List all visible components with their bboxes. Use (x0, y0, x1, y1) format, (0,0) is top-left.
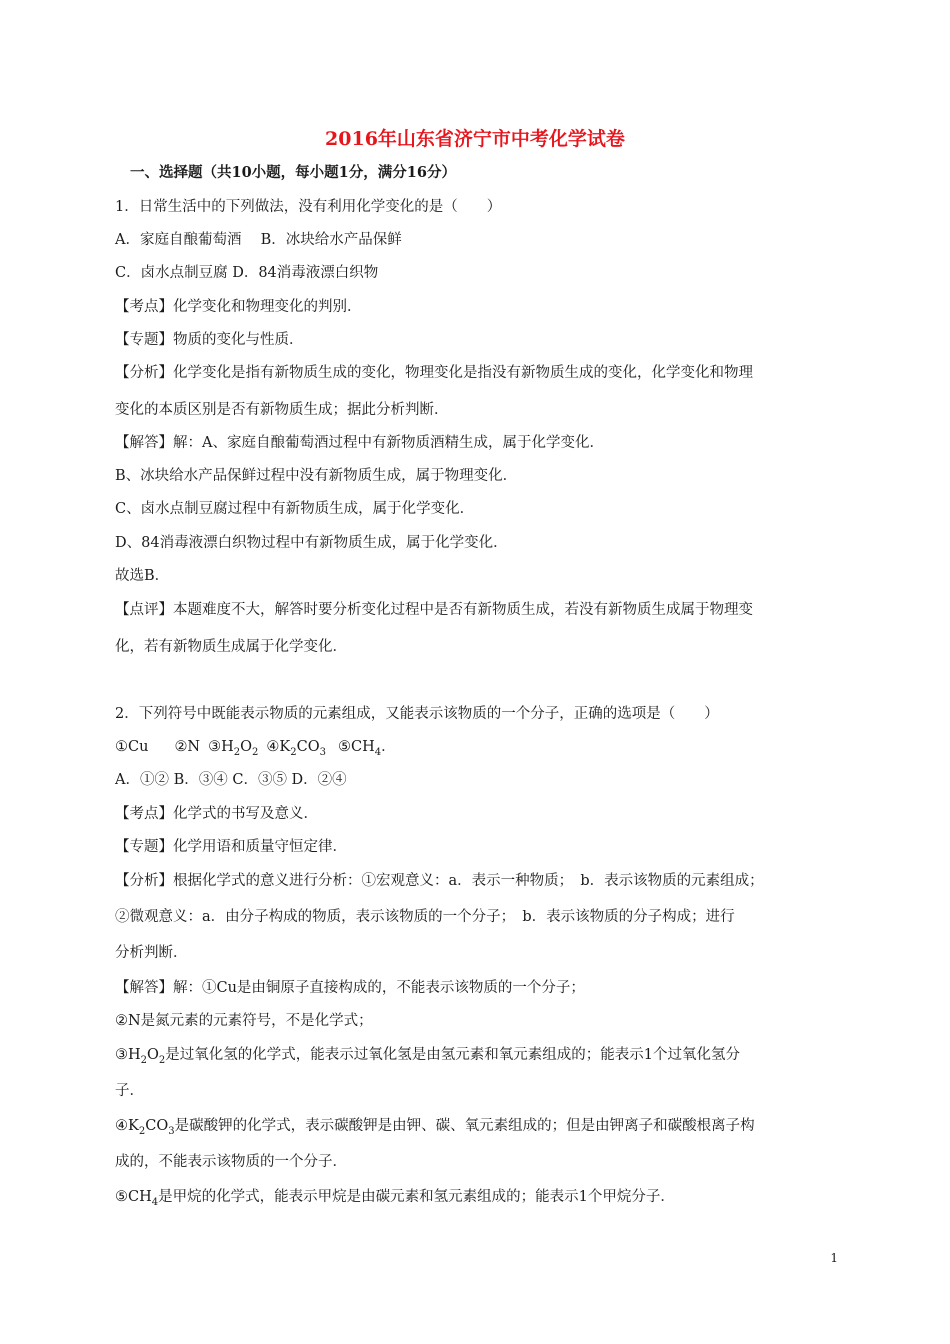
q2-symbols (115, 737, 396, 763)
q2-stem: 2．下列符号中既能表示物质的元素组成，又能表示该物质的一个分子，正确的选项是（ ） (115, 706, 719, 722)
q1-zhuanti: 【专题】物质的变化与性质． (115, 332, 304, 348)
q1-jieda-c: C、卤水点制豆腐过程中有新物质生成，属于化学变化． (115, 501, 475, 517)
q2-jieda-3-cont: 子． (115, 1083, 144, 1099)
q2-fenxi-cont: ②微观意义：a．由分子构成的物质，表示该物质的一个分子； b．表示该物质的分子构成；进行 (115, 909, 735, 925)
page-title: 2016年山东省济宁市中考化学试卷 (325, 128, 625, 150)
q1-jieda-b: B、冰块给水产品保鲜过程中没有新物质生成，属于物理变化． (115, 468, 518, 484)
page-number: 1 (830, 1251, 838, 1265)
q2-jieda-5: $⑤CH_4$是甲烷的化学式，能表示甲烷是由碳元素和氢元素组成的；能表示1个甲烷分子． (115, 1189, 675, 1208)
symbol-h2o2: $③H_2O_2$ (208, 739, 259, 758)
q1-answer: 故选B． (115, 568, 170, 584)
q2-jieda-4: $④K_2CO_3$是碳酸钾的化学式，表示碳酸钾是由钾、碳、氧元素组成的；但是由钾离子和碳酸根离子构 (115, 1118, 755, 1137)
q2-jieda-4-cont: 成的，不能表示该物质的一个分子． (115, 1154, 347, 1170)
symbol-k2co3: $④K_2CO_3$ (266, 739, 326, 758)
q2-zhuanti: 【专题】化学用语和质量守恒定律． (115, 839, 347, 855)
q1-jieda-d: D、84消毒液漂白织物过程中有新物质生成，属于化学变化． (115, 535, 508, 551)
symbol-n: ②N (174, 739, 201, 755)
q2-fenxi: 【分析】根据化学式的意义进行分析：①宏观意义：a．表示一种物质； b．表示该物质的元素组成； (115, 873, 764, 889)
q1-fenxi-cont: 变化的本质区别是否有新物质生成；据此分析判断． (115, 402, 449, 418)
q2-jieda-3: $③H_2O_2$是过氧化氢的化学式，能表示过氧化氢是由氢元素和氧元素组成的；能表示1个过氧化氢分 (115, 1047, 741, 1066)
q1-dianping: 【点评】本题难度不大，解答时要分析变化过程中是否有新物质生成，若没有新物质生成属于物理变 (115, 602, 753, 618)
q1-options-cd: C．卤水点制豆腐 D．84消毒液漂白织物 (115, 265, 379, 281)
q2-fenxi-end: 分析判断． (115, 945, 188, 961)
q2-jieda: 【解答】解：①Cu是由铜原子直接构成的，不能表示该物质的一个分子； (115, 980, 585, 996)
q1-fenxi: 【分析】化学变化是指有新物质生成的变化，物理变化是指没有新物质生成的变化，化学变化和物理 (115, 365, 753, 381)
symbol-cu: ①Cu (115, 739, 149, 755)
q2-jieda-2: ②N是氮元素的元素符号，不是化学式； (115, 1013, 373, 1029)
q1-options-ab: A．家庭自酿葡萄酒 B．冰块给水产品保鲜 (115, 232, 402, 248)
section-heading: 一、选择题（共10小题，每小题1分，满分16分） (130, 164, 456, 181)
q1-kaodian: 【考点】化学变化和物理变化的判别． (115, 299, 362, 315)
q1-jieda: 【解答】解：A、家庭自酿葡萄酒过程中有新物质酒精生成，属于化学变化． (115, 435, 604, 451)
q1-dianping-cont: 化，若有新物质生成属于化学变化． (115, 639, 347, 655)
symbol-ch4: $⑤CH_4$． (338, 739, 396, 758)
q2-options: A．①② B．③④ C．③⑤ D．②④ (115, 772, 347, 788)
q1-stem: 1．日常生活中的下列做法，没有利用化学变化的是（ ） (115, 199, 502, 215)
q2-kaodian: 【考点】化学式的书写及意义． (115, 806, 318, 822)
